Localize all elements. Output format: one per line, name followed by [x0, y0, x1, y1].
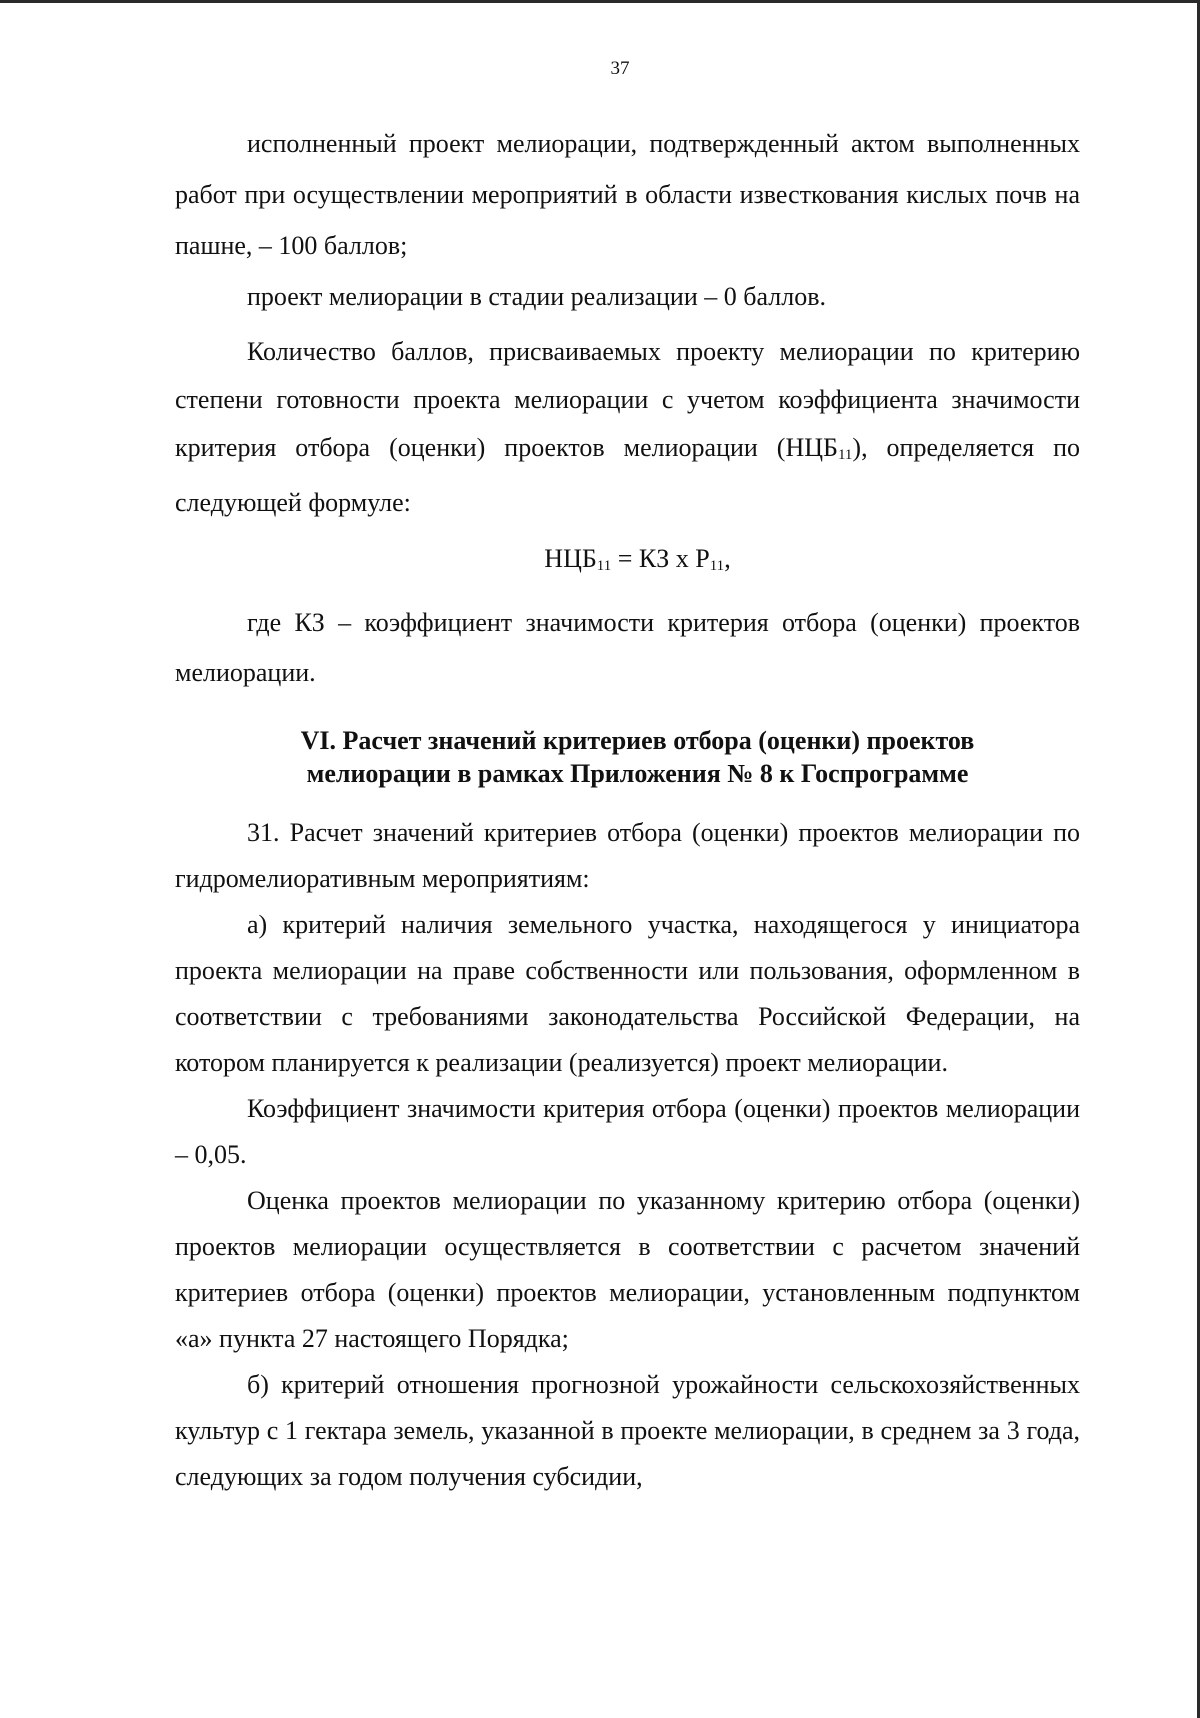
paragraph: а) критерий наличия земельного участка, находящегося у инициатора проекта мелиорации на праве собственности или пользования, оформленном в соответствии с требованиями законодательства Российской Федерации, на котором планируется к реализации (реализуется) проект мелиорации. [175, 910, 1080, 1077]
paragraph: 31. Расчет значений критериев отбора (оценки) проектов мелиорации по гидромелиоративным мероприятиям: [175, 818, 1080, 893]
subscript: 11 [709, 558, 725, 574]
formula-lhs: НЦБ [544, 544, 597, 573]
paragraph [175, 328, 1080, 527]
formula-end: , [724, 544, 731, 573]
heading-line: VI. Расчет значений критериев отбора (оценки) проектов [300, 726, 975, 755]
paragraph: Коэффициент значимости критерия отбора (оценки) проектов мелиорации – 0,05. [175, 1094, 1080, 1169]
page-number: 37 [610, 58, 630, 79]
paragraph: б) критерий отношения прогнозной урожайности сельскохозяйственных культур с 1 гектара земель, указанной в проекте мелиорации, в среднем за 3 года, следующих за годом получения субсидии, [175, 1370, 1080, 1491]
heading-line: мелиорации в рамках Приложения № 8 к Госпрограмме [306, 759, 969, 788]
formula-mid: = КЗ х Р [611, 544, 710, 573]
document-body [175, 118, 1080, 1500]
scan-border-top [0, 0, 1200, 3]
paragraph: исполненный проект мелиорации, подтвержденный актом выполненных работ при осуществлении мероприятий в области известкования кислых почв на пашне, – 100 баллов; [175, 129, 1080, 260]
formula [175, 535, 1080, 590]
paragraph: Оценка проектов мелиорации по указанному критерию отбора (оценки) проектов мелиорации осуществляется в соответствии с расчетом значений критериев отбора (оценки) проектов мелиорации, установленным подпунктом «а» пункта 27 настоящего Порядка; [175, 1186, 1080, 1353]
paragraph: где КЗ – коэффициент значимости критерия отбора (оценки) проектов мелиорации. [175, 608, 1080, 687]
section-heading [175, 724, 1080, 790]
paragraph-text: Количество баллов, присваиваемых проекту мелиорации по критерию степени готовности проекта мелиорации с учетом коэффициента значимости критерия отбора (оценки) проектов мелиорации (НЦБ [175, 337, 1080, 462]
paragraph-text: ), определяется по следующей формуле: [175, 433, 1080, 517]
paragraph: проект мелиорации в стадии реализации – 0 баллов. [247, 282, 826, 311]
subscript: 11 [837, 447, 853, 463]
subscript: 11 [596, 558, 612, 574]
